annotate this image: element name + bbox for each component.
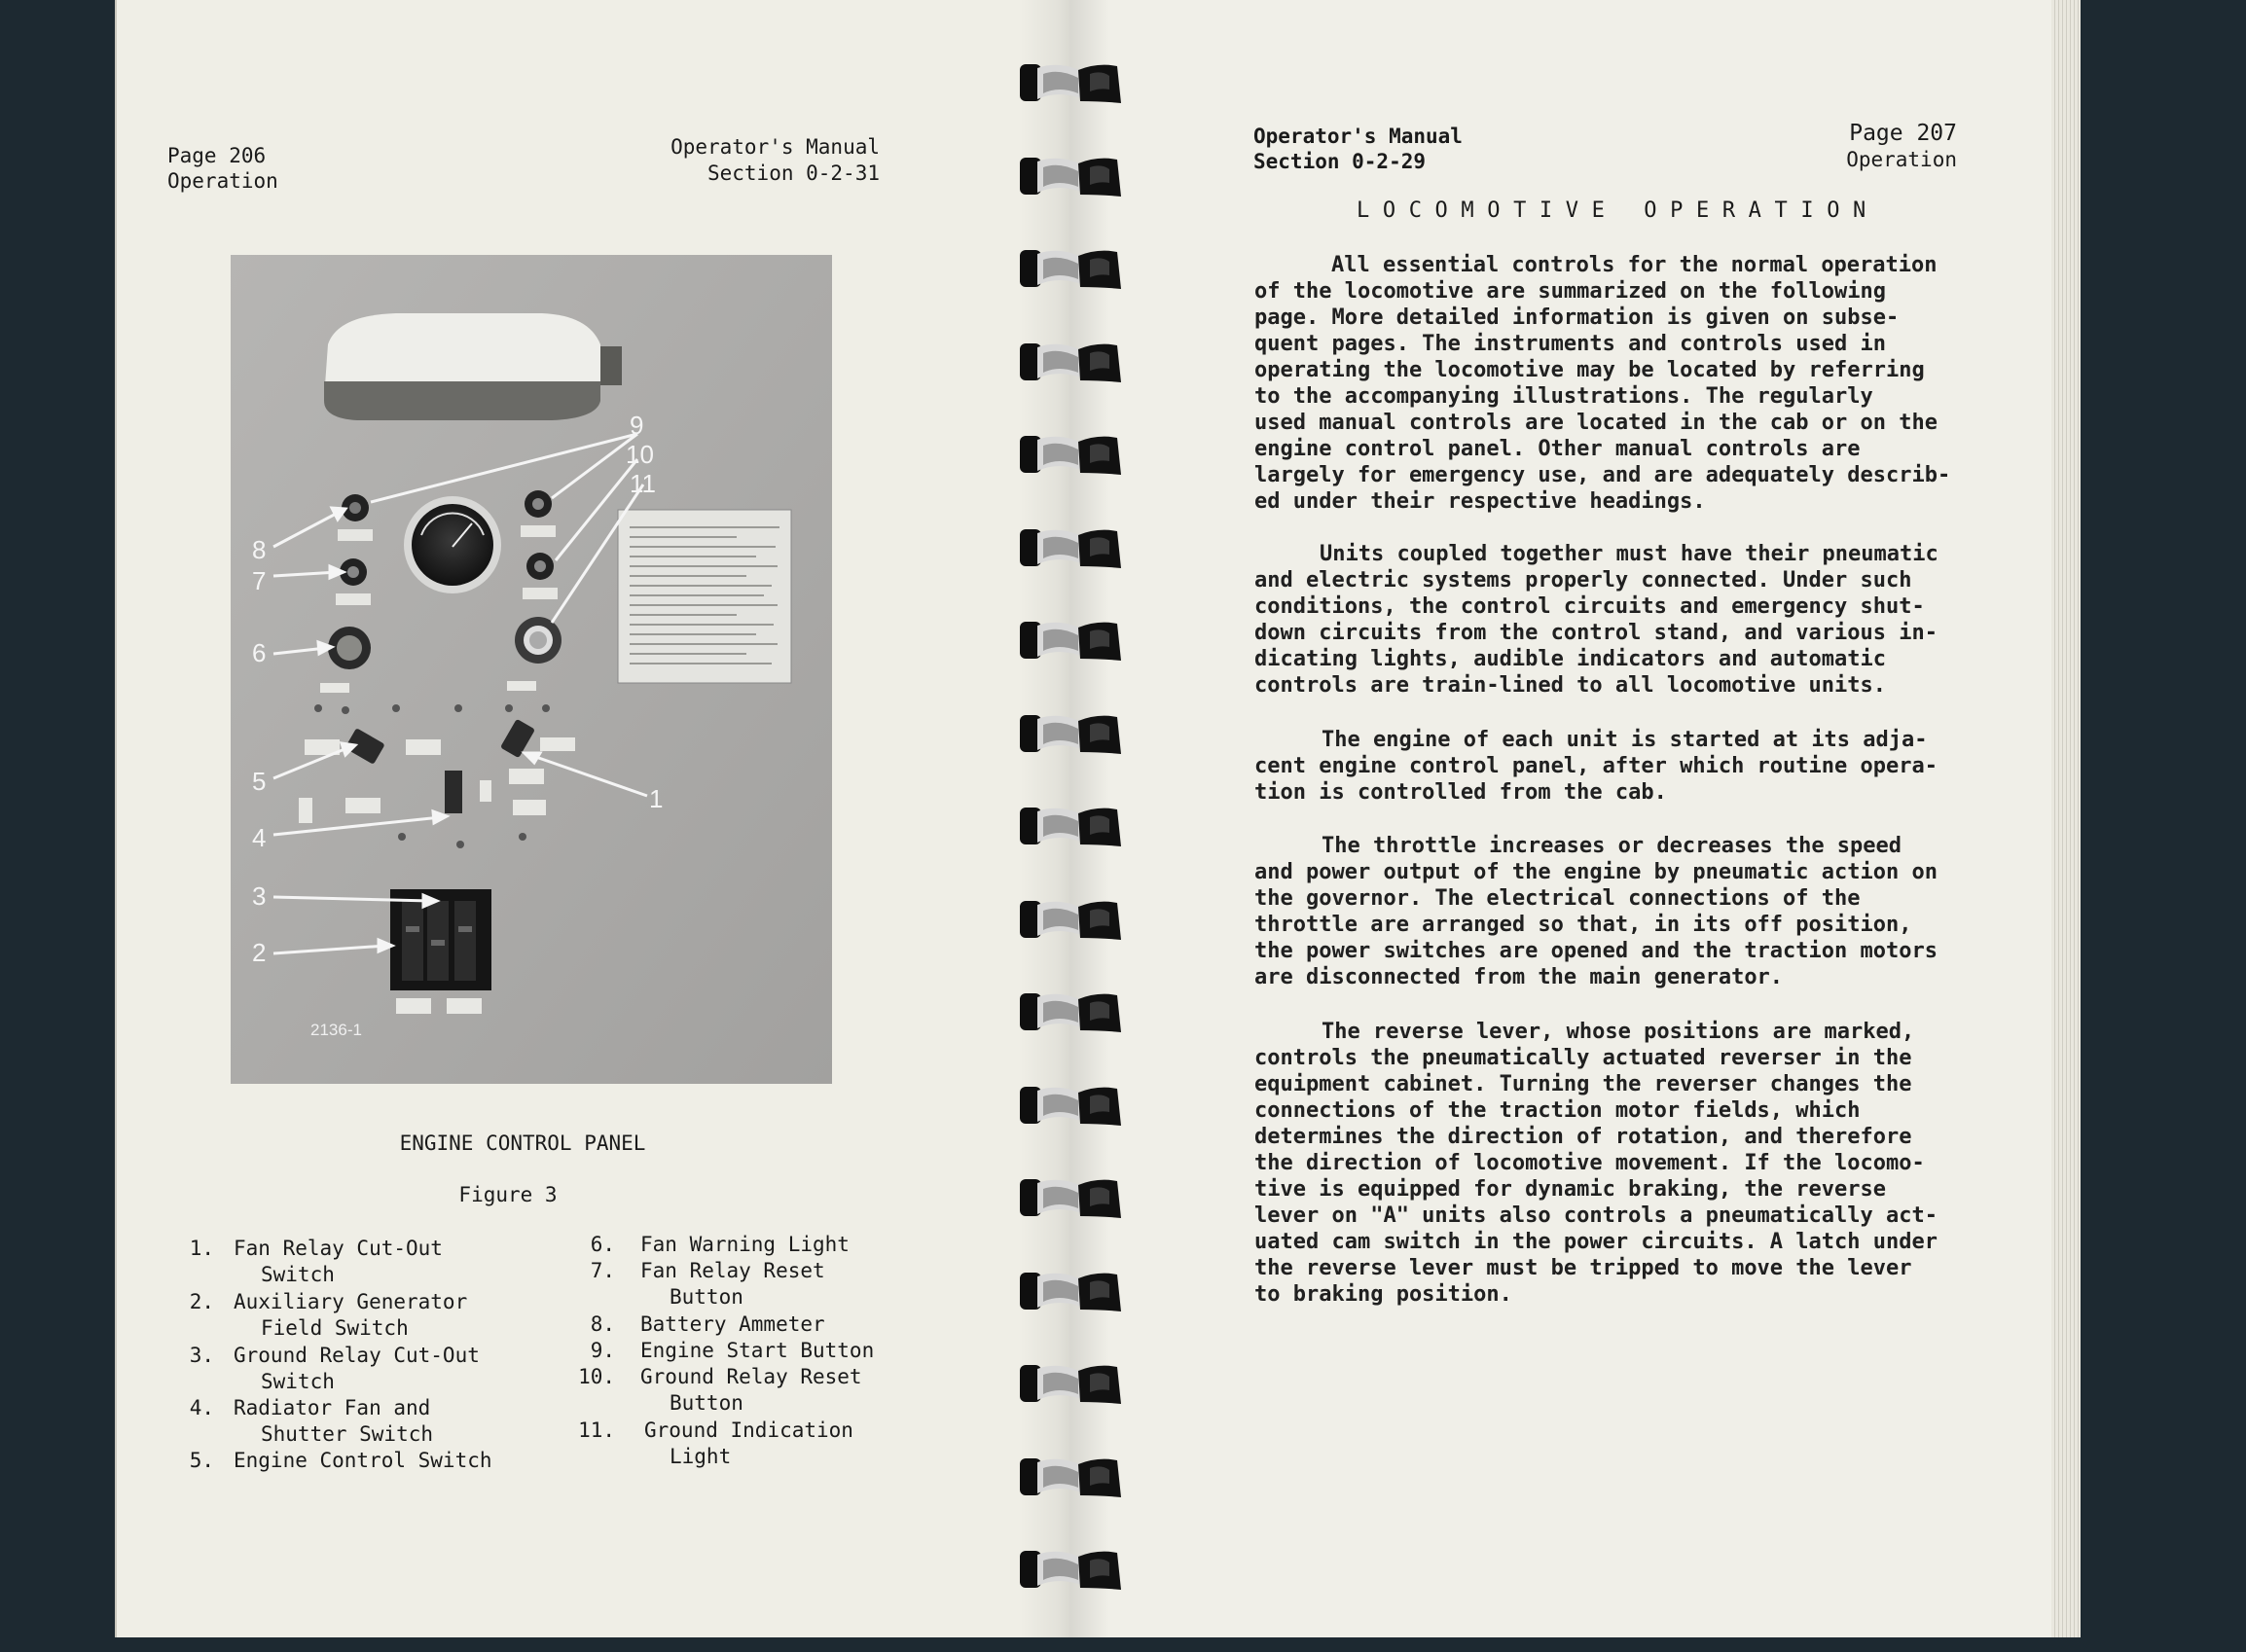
text-line: and electric systems properly connected. Under such (1254, 568, 1912, 593)
text-line: down circuits from the control stand, and various in- (1254, 621, 1938, 645)
text-line: The reverse lever, whose positions are marked, (1322, 1020, 1915, 1044)
text-line: conditions, the control circuits and emergency shut- (1254, 594, 1925, 619)
spiral-binding-coil-icon (1020, 989, 1137, 1038)
light-housing-icon (324, 313, 622, 420)
legend-num: 8. (590, 1312, 615, 1336)
section-name-right: Operation (1846, 148, 1957, 171)
legend-num: 2. (189, 1290, 214, 1313)
text-line: All essential controls for the normal operation (1331, 253, 1938, 277)
spiral-binding-coil-icon (1020, 246, 1137, 295)
legend-num: 5. (189, 1449, 214, 1472)
legend-num: 7. (590, 1259, 615, 1282)
callout-11: 11 (630, 469, 656, 498)
legend-text: Light (670, 1445, 732, 1468)
text-line: used manual controls are located in the cab or on the (1254, 411, 1938, 435)
legend-text: Switch (261, 1370, 335, 1393)
text-line: the reverse lever must be tripped to move the lever (1254, 1256, 1912, 1280)
text-line: tive is equipped for dynamic braking, the reverse (1254, 1177, 1887, 1202)
page-number-right: Page 207 (1849, 121, 1957, 146)
legend-num: 1. (189, 1237, 214, 1260)
text-line: largely for emergency use, and are adequately describ- (1254, 463, 1951, 487)
text-line: lever on "A" units also controls a pneumatically act- (1254, 1203, 1938, 1228)
page-number-left: Page 206 (167, 144, 267, 167)
spiral-binding-coil-icon (1020, 432, 1137, 481)
spiral-binding-coil-icon (1020, 340, 1137, 388)
legend-text: Ground Relay Reset (640, 1365, 862, 1388)
section-code-left: Section 0-2-31 (706, 162, 880, 185)
text-line: controls the pneumatically actuated reverser in the (1254, 1046, 1912, 1070)
radiator-fan-switch-icon (445, 771, 462, 813)
text-line: and power output of the engine by pneumatic action on (1254, 860, 1938, 884)
callout-4: 4 (252, 823, 267, 852)
manual-title-left: Operator's Manual (670, 135, 880, 159)
spiral-binding-coil-icon (1020, 525, 1137, 574)
legend-text: Engine Start Button (640, 1339, 875, 1362)
text-line: the direction of locomotive movement. If the locomo- (1254, 1151, 1925, 1175)
legend-num: 9. (590, 1339, 615, 1362)
legend-text: Button (670, 1285, 743, 1309)
text-line: engine control panel. Other manual controls are (1254, 437, 1861, 461)
callout-7: 7 (252, 566, 267, 595)
figure-label: Figure 3 (458, 1183, 558, 1206)
spiral-binding-coil-icon (1020, 1361, 1137, 1410)
callout-2: 2 (252, 938, 267, 967)
callout-3: 3 (252, 881, 267, 911)
legend-text: Engine Control Switch (234, 1449, 492, 1472)
legend-text: Field Switch (261, 1316, 409, 1340)
callout-5: 5 (252, 767, 267, 796)
text-line: ed under their respective headings. (1254, 489, 1706, 514)
right-page (1070, 0, 2053, 1652)
legend-text: Ground Relay Cut-Out (234, 1344, 480, 1367)
text-line: dicating lights, audible indicators and automatic (1254, 647, 1887, 671)
spiral-binding-coil-icon (1020, 1547, 1137, 1596)
legend-num: 10. (578, 1365, 615, 1388)
page-edges (2051, 0, 2081, 1652)
text-line: throttle are arranged so that, in its off position, (1254, 913, 1912, 937)
section-name-left: Operation (167, 169, 278, 193)
bottom-strip (0, 1637, 2246, 1652)
text-line: of the locomotive are summarized on the following (1254, 279, 1887, 304)
photo-code: 2136-1 (310, 1021, 362, 1039)
spiral-binding-coil-icon (1020, 804, 1137, 852)
legend-num: 6. (590, 1233, 615, 1256)
text-line: equipment cabinet. Turning the reverser changes the (1254, 1072, 1912, 1096)
callout-1: 1 (649, 784, 664, 813)
text-line: The engine of each unit is started at its adja- (1322, 728, 1928, 752)
text-line: operating the locomotive may be located by referring (1254, 358, 1925, 382)
manual-title-right: Operator's Manual (1253, 125, 1463, 148)
text-line: to the accompanying illustrations. The regularly (1254, 384, 1873, 409)
callout-10: 10 (626, 440, 654, 469)
legend-text: Shutter Switch (261, 1422, 434, 1446)
section-code-right: Section 0-2-29 (1253, 150, 1427, 173)
instruction-plate (618, 510, 791, 683)
legend-num: 4. (189, 1396, 214, 1419)
panel-illustration (231, 255, 832, 1084)
text-line: uated cam switch in the power circuits. A latch under (1254, 1230, 1938, 1254)
text-line: quent pages. The instruments and controls used in (1254, 332, 1887, 356)
legend-text: Fan Relay Reset (640, 1259, 825, 1282)
text-line: tion is controlled from the cab. (1254, 780, 1667, 805)
text-line: are disconnected from the main generator. (1254, 965, 1784, 989)
spiral-binding-coil-icon (1020, 897, 1137, 946)
callout-8: 8 (252, 535, 267, 564)
text-line: The throttle increases or decreases the speed (1322, 834, 1902, 858)
figure-caption: ENGINE CONTROL PANEL (399, 1131, 646, 1155)
text-line: controls are train-lined to all locomotive units. (1254, 673, 1887, 698)
spiral-binding-coil-icon (1020, 1454, 1137, 1503)
callout-6: 6 (252, 638, 267, 667)
legend-num: 3. (189, 1344, 214, 1367)
text-line: determines the direction of rotation, and therefore (1254, 1125, 1912, 1149)
battery-ammeter-icon (412, 504, 493, 586)
text-line: to braking position. (1254, 1282, 1512, 1307)
spiral-binding-coil-icon (1020, 1083, 1137, 1131)
legend-text: Radiator Fan and (234, 1396, 431, 1419)
legend-text: Ground Indication (644, 1419, 853, 1442)
legend-text: Fan Relay Cut-Out (234, 1237, 443, 1260)
text-line: the governor. The electrical connections of the (1254, 886, 1861, 911)
page-title: LOCOMOTIVE OPERATION (1357, 198, 1879, 223)
spiral-binding-coil-icon (1020, 154, 1137, 202)
legend-num: 11. (578, 1419, 615, 1442)
spiral-binding-coil-icon (1020, 60, 1137, 109)
text-line: page. More detailed information is given on subse- (1254, 305, 1900, 330)
callout-9: 9 (630, 411, 644, 440)
legend-text: Fan Warning Light (640, 1233, 850, 1256)
spiral-binding-coil-icon (1020, 1269, 1137, 1317)
engine-control-panel-photo (231, 255, 832, 1084)
spiral-binding-coil-icon (1020, 618, 1137, 666)
text-line: cent engine control panel, after which routine opera- (1254, 754, 1938, 778)
legend-text: Switch (261, 1263, 335, 1286)
text-line: connections of the traction motor fields, which (1254, 1098, 1861, 1123)
spiral-binding-coil-icon (1020, 711, 1137, 760)
spiral-binding-coil-icon (1020, 1175, 1137, 1224)
text-line: the power switches are opened and the traction motors (1254, 939, 1938, 963)
legend-text: Auxiliary Generator (234, 1290, 468, 1313)
legend-text: Button (670, 1391, 743, 1415)
legend-text: Battery Ammeter (640, 1312, 825, 1336)
text-line: Units coupled together must have their pneumatic (1320, 542, 1938, 566)
